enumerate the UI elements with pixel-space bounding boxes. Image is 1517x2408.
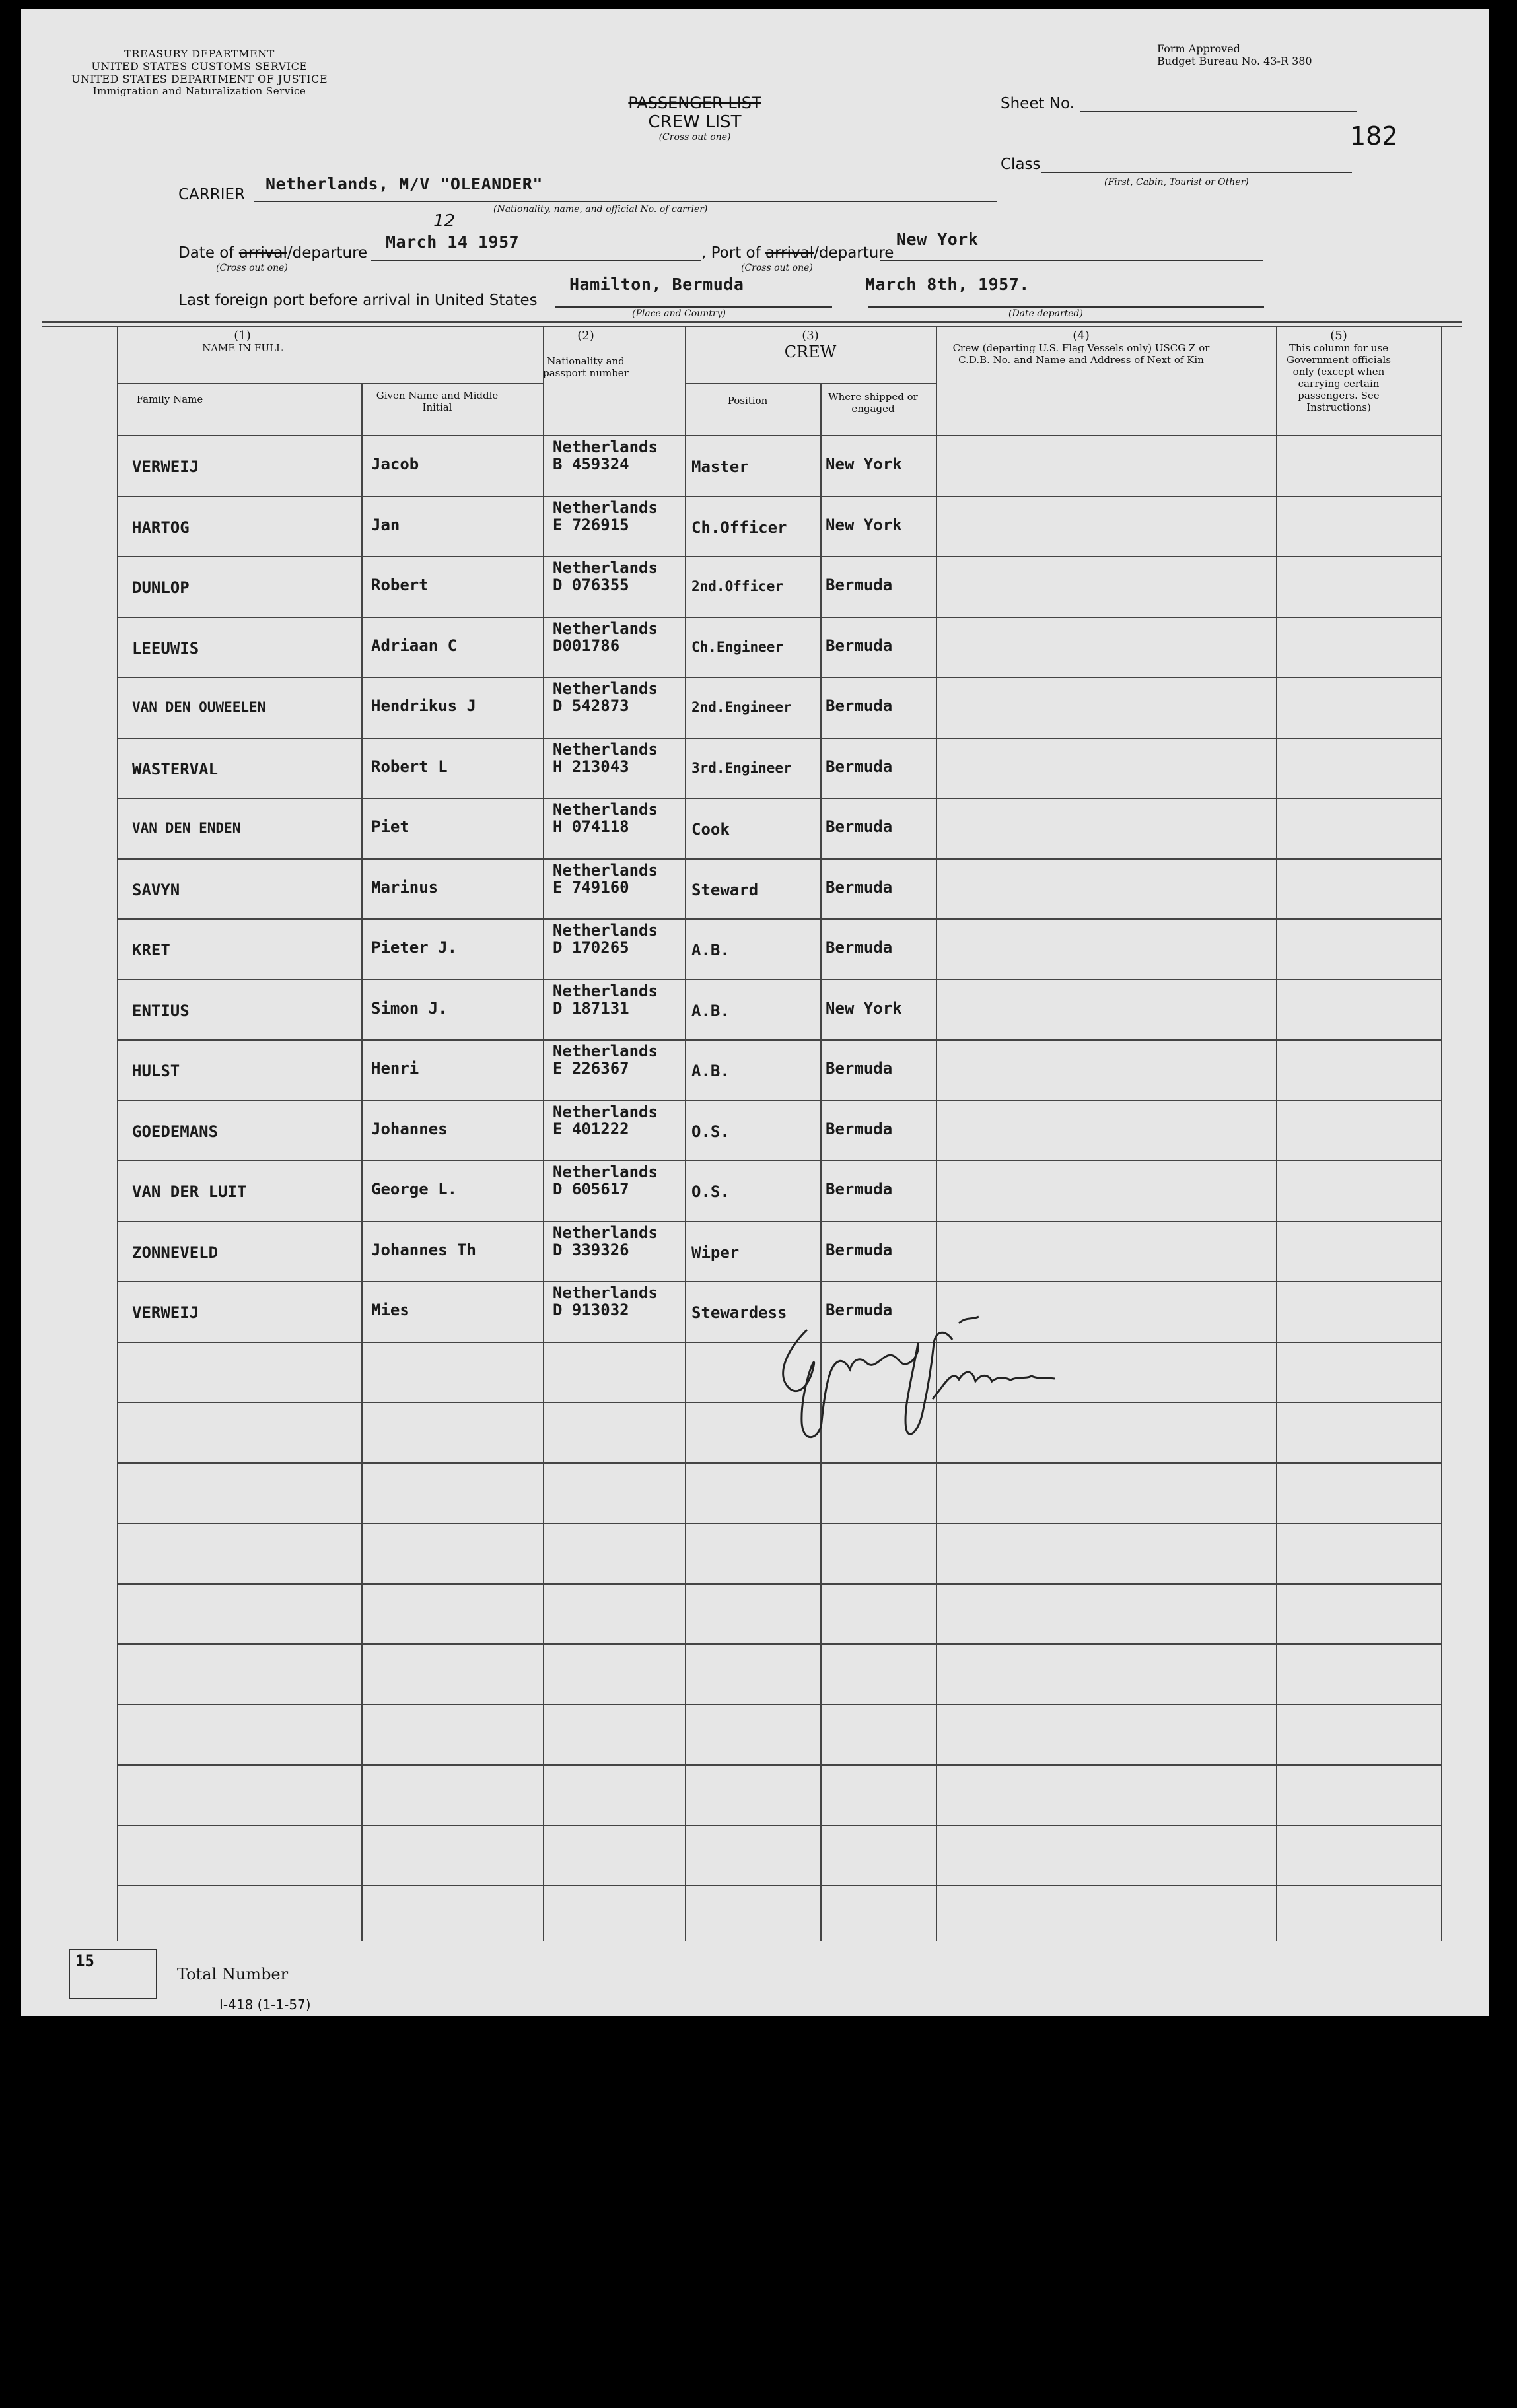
table-right-rule — [1441, 327, 1442, 1941]
cell-nationality: Netherlands — [553, 800, 658, 819]
department-block — [34, 48, 365, 98]
sheet-label: Sheet No. — [1001, 95, 1075, 112]
cell-nationality: Netherlands — [553, 921, 658, 940]
col1a-header: Family Name — [136, 394, 203, 405]
total-box — [69, 1949, 157, 1999]
cell-passport: E 226367 — [553, 1059, 629, 1078]
cell-family-name: HULST — [132, 1062, 180, 1080]
dept-line: Immigration and Naturalization Service — [92, 85, 306, 97]
cell-given-name: Mies — [371, 1301, 409, 1319]
cell-shipped: New York — [826, 455, 902, 473]
col3-title: CREW — [784, 343, 837, 361]
cell-shipped: Bermuda — [826, 1120, 893, 1138]
total-label: Total Number — [177, 1965, 289, 1983]
cell-shipped: Bermuda — [826, 636, 893, 655]
col2-header — [543, 330, 629, 379]
cell-passport: D 339326 — [553, 1241, 629, 1259]
cell-given-name: Johannes Th — [371, 1241, 476, 1259]
cell-position: 2nd.Officer — [691, 578, 784, 594]
cell-shipped: Bermuda — [826, 1301, 893, 1319]
cell-nationality: Netherlands — [553, 499, 658, 517]
header-sub-rule — [117, 383, 543, 384]
header-bottom-rule — [117, 435, 1441, 436]
row-rule — [117, 1885, 1441, 1886]
cell-given-name: Simon J. — [371, 999, 448, 1017]
cell-family-name: DUNLOP — [132, 578, 190, 597]
carrier-underline — [254, 201, 997, 202]
cell-given-name: Hendrikus J — [371, 697, 476, 715]
cell-given-name: Pieter J. — [371, 938, 458, 957]
budget-bureau-text: Budget Bureau No. 43-R 380 — [1157, 55, 1312, 67]
col1-title: NAME IN FULL — [202, 342, 283, 354]
row-rule — [117, 918, 1441, 920]
cell-position: Stewardess — [691, 1303, 787, 1322]
cell-passport: B 459324 — [553, 455, 629, 473]
class-underline — [1041, 172, 1352, 173]
row-rule — [117, 1643, 1441, 1645]
cell-position: Ch.Engineer — [691, 639, 784, 655]
page-title: CREW LIST — [648, 112, 742, 132]
cell-passport: D 913032 — [553, 1301, 629, 1319]
cell-given-name: Jacob — [371, 455, 419, 473]
cell-nationality: Netherlands — [553, 1042, 658, 1060]
cell-family-name: VAN DEN ENDEN — [132, 820, 241, 836]
row-rule — [117, 979, 1441, 980]
cell-family-name: ZONNEVELD — [132, 1243, 219, 1262]
row-rule — [117, 798, 1441, 799]
title-struck: PASSENGER LIST — [628, 94, 761, 112]
departed-underline — [868, 306, 1264, 308]
cell-position: A.B. — [691, 1002, 730, 1020]
cell-family-name: ENTIUS — [132, 1002, 190, 1020]
cell-family-name: VAN DEN OUWEELEN — [132, 699, 266, 715]
date-struck-word: arrival — [238, 244, 287, 261]
row-rule — [117, 496, 1441, 497]
title-note: (Cross out one) — [658, 132, 731, 143]
col3-header — [685, 329, 936, 361]
cell-family-name: LEEUWIS — [132, 639, 199, 658]
port-value: New York — [896, 230, 979, 249]
row-rule — [117, 1039, 1441, 1041]
col4-header — [946, 330, 1217, 366]
table-top-rule-2 — [42, 326, 1462, 327]
document-page — [21, 9, 1489, 2016]
date-label-prefix: Date of — [178, 244, 239, 261]
cell-position: Steward — [691, 881, 759, 899]
cell-position: Ch.Officer — [691, 518, 787, 537]
title-block — [602, 94, 787, 143]
cell-nationality: Netherlands — [553, 1284, 658, 1302]
row-rule — [117, 556, 1441, 557]
row-rule — [117, 1221, 1441, 1222]
cell-passport: E 401222 — [553, 1120, 629, 1138]
cell-given-name: Jan — [371, 516, 400, 534]
col5-number: (5) — [1330, 329, 1347, 343]
master-signature — [761, 1303, 1078, 1468]
col1-number: (1) — [234, 329, 251, 343]
cell-shipped: New York — [826, 516, 902, 534]
header-sub-rule — [685, 383, 936, 384]
cell-position: O.S. — [691, 1183, 730, 1201]
cell-position: Wiper — [691, 1243, 740, 1262]
last-port-value: Hamilton, Bermuda — [569, 275, 744, 294]
departed-note: (Date departed) — [1008, 308, 1083, 319]
last-port-label: Last foreign port before arrival in United States — [178, 292, 538, 309]
column-divider — [543, 327, 544, 1941]
cell-shipped: Bermuda — [826, 1180, 893, 1198]
port-label — [701, 244, 894, 261]
cell-nationality: Netherlands — [553, 559, 658, 577]
carrier-note: (Nationality, name, and official No. of carrier) — [493, 204, 708, 215]
col3a-header: Position — [727, 395, 768, 407]
cell-shipped: Bermuda — [826, 1059, 893, 1078]
col2-title: Nationality and passport number — [543, 355, 629, 379]
port-label-prefix: , Port of — [701, 244, 766, 261]
cell-shipped: Bermuda — [826, 817, 893, 836]
cell-shipped: New York — [826, 999, 902, 1017]
cell-passport: H 213043 — [553, 757, 629, 776]
cell-position: O.S. — [691, 1122, 730, 1141]
cell-passport: E 726915 — [553, 516, 629, 534]
cell-given-name: Robert L — [371, 757, 448, 776]
cell-position: Master — [691, 458, 749, 476]
dept-line: UNITED STATES CUSTOMS SERVICE — [91, 60, 308, 73]
dept-line: UNITED STATES DEPARTMENT OF JUSTICE — [71, 73, 328, 85]
departure-date-value: March 14 1957 — [386, 232, 520, 252]
cell-family-name: VAN DER LUIT — [132, 1183, 247, 1201]
column-divider — [936, 327, 937, 1941]
date-label-suffix: /departure — [287, 244, 368, 261]
form-approval — [1157, 42, 1312, 67]
cell-passport: D001786 — [553, 636, 620, 655]
row-rule — [117, 1583, 1441, 1585]
cell-nationality: Netherlands — [553, 1103, 658, 1121]
cell-shipped: Bermuda — [826, 757, 893, 776]
row-rule — [117, 1281, 1441, 1282]
cell-given-name: Marinus — [371, 878, 439, 897]
cell-nationality: Netherlands — [553, 740, 658, 759]
cell-nationality: Netherlands — [553, 1223, 658, 1242]
row-rule — [117, 858, 1441, 860]
cell-nationality: Netherlands — [553, 861, 658, 879]
cell-nationality: Netherlands — [553, 1163, 658, 1181]
col4-number: (4) — [1073, 329, 1090, 343]
cell-nationality: Netherlands — [553, 982, 658, 1000]
port-struck-word: arrival — [765, 244, 814, 261]
cell-passport: D 605617 — [553, 1180, 629, 1198]
sheet-number: 182 — [1350, 121, 1398, 151]
cell-passport: D 170265 — [553, 938, 629, 957]
port-note: (Cross out one) — [741, 263, 813, 273]
column-divider — [1276, 327, 1277, 1941]
port-label-suffix: /departure — [814, 244, 894, 261]
cell-position: A.B. — [691, 1062, 730, 1080]
row-rule — [117, 1100, 1441, 1101]
cell-nationality: Netherlands — [553, 438, 658, 456]
cell-given-name: Adriaan C — [371, 636, 458, 655]
cell-family-name: VERWEIJ — [132, 1303, 199, 1322]
row-rule — [117, 1764, 1441, 1766]
class-note: (First, Cabin, Tourist or Other) — [1104, 177, 1249, 188]
form-approved-text: Form Approved — [1157, 42, 1240, 55]
cell-given-name: Johannes — [371, 1120, 448, 1138]
cell-passport: D 076355 — [553, 576, 629, 594]
row-rule — [117, 677, 1441, 678]
row-rule — [117, 1160, 1441, 1161]
row-rule — [117, 1523, 1441, 1524]
table-top-rule — [42, 321, 1462, 323]
cell-position: Cook — [691, 820, 730, 839]
cell-family-name: KRET — [132, 941, 170, 959]
departed-date-value: March 8th, 1957. — [865, 275, 1030, 294]
cell-shipped: Bermuda — [826, 697, 893, 715]
date-note: (Cross out one) — [216, 263, 288, 273]
class-label: Class — [1001, 156, 1041, 173]
cell-nationality: Netherlands — [553, 619, 658, 638]
dept-line: TREASURY DEPARTMENT — [124, 48, 275, 60]
col1b-header: Given Name and Middle Initial — [376, 390, 499, 413]
col1-header — [114, 330, 371, 354]
cell-passport: D 542873 — [553, 697, 629, 715]
cell-family-name: HARTOG — [132, 518, 190, 537]
cell-passport: H 074118 — [553, 817, 629, 836]
cell-passport: E 749160 — [553, 878, 629, 897]
col3b-header: Where shipped or engaged — [828, 391, 918, 415]
port-underline — [880, 260, 1263, 261]
cell-given-name: George L. — [371, 1180, 458, 1198]
cell-shipped: Bermuda — [826, 938, 893, 957]
sheet-underline — [1080, 111, 1357, 112]
cell-family-name: SAVYN — [132, 881, 180, 899]
last-port-note: (Place and Country) — [632, 308, 726, 319]
row-rule — [117, 1704, 1441, 1705]
col3-number: (3) — [802, 329, 819, 343]
cell-given-name: Robert — [371, 576, 429, 594]
col4-title: Crew (departing U.S. Flag Vessels only) USCG Z or C.D.B. No. and Name and Address of Next of Kin — [952, 342, 1210, 366]
cell-position: 3rd.Engineer — [691, 760, 792, 776]
row-rule — [117, 617, 1441, 618]
cell-position: 2nd.Engineer — [691, 699, 792, 715]
cell-family-name: WASTERVAL — [132, 760, 219, 778]
col5-header — [1283, 330, 1395, 413]
cell-family-name: GOEDEMANS — [132, 1122, 219, 1141]
cell-given-name: Henri — [371, 1059, 419, 1078]
cell-given-name: Piet — [371, 817, 409, 836]
cell-shipped: Bermuda — [826, 576, 893, 594]
row-rule — [117, 738, 1441, 739]
cell-shipped: Bermuda — [826, 1241, 893, 1259]
carrier-value: Netherlands, M/V "OLEANDER" — [265, 174, 543, 193]
row-rule — [117, 1825, 1441, 1826]
col2-number: (2) — [577, 329, 594, 343]
date-underline — [371, 260, 701, 261]
column-divider — [685, 327, 686, 1941]
date-label — [178, 244, 367, 261]
cell-nationality: Netherlands — [553, 679, 658, 698]
last-port-underline — [555, 306, 832, 308]
cell-position: A.B. — [691, 941, 730, 959]
col5-title: This column for use Government officials only (except when carrying certain passengers. See Instructions) — [1287, 342, 1391, 413]
handwritten-date-correction: 12 — [433, 211, 456, 231]
cell-passport: D 187131 — [553, 999, 629, 1017]
form-number: I-418 (1-1-57) — [219, 1997, 311, 2012]
cell-shipped: Bermuda — [826, 878, 893, 897]
cell-family-name: VERWEIJ — [132, 458, 199, 476]
carrier-label: CARRIER — [178, 186, 246, 203]
total-value: 15 — [75, 1952, 94, 1970]
table-left-rule — [117, 327, 118, 1941]
